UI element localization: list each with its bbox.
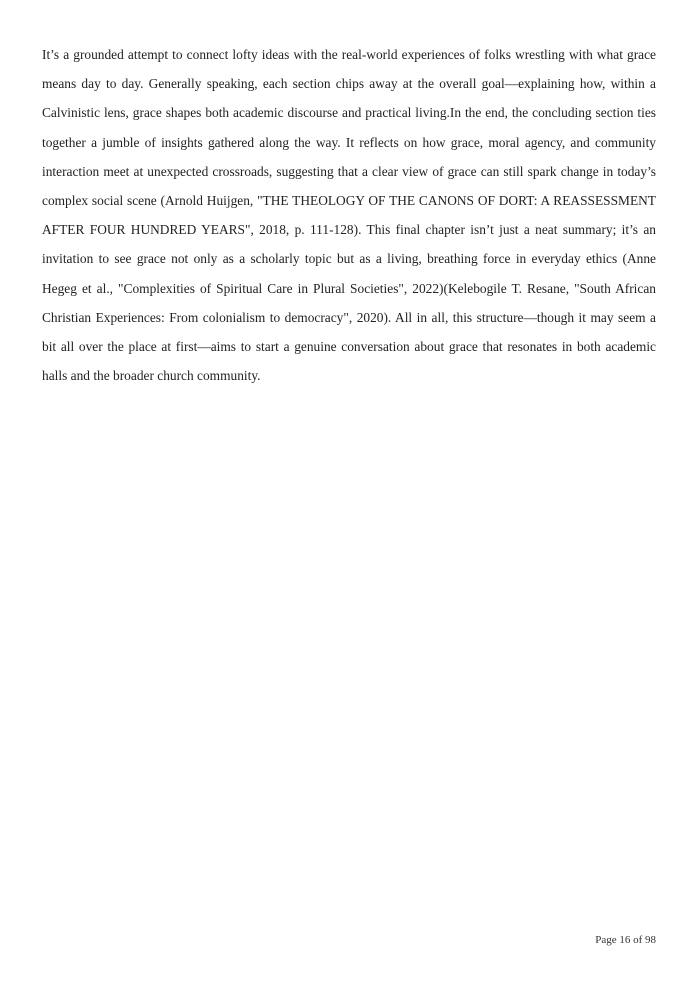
body-paragraph: It’s a grounded attempt to connect lofty ideas with the real-world experiences of folks wrestling with what grace means day to day. Generally speaking, each section chips away at the overall goal—explaining how, within a Calvinistic lens, grace shapes both academic discourse and practical living.In the end, the concluding section ties together a jumble of insights gathered along the way. It reflects on how grace, moral agency, and community interaction meet at unexpected crossroads, suggesting that a clear view of grace can still spark change in today’s complex social scene (Arnold Huijgen, "THE THEOLOGY OF THE CANONS OF DORT: A REASSESSMENT AFTER FOUR HUNDRED YEARS", 2018, p. 111-128). This final chapter isn’t just a neat summary; it’s an invitation to see grace not only as a scholarly topic but as a living, breathing force in everyday ethics (Anne Hegeg et al., "Complexities of Spiritual Care in Plural Societies", 2022)(Kelebogile T. Resane, "South African Christian Experiences: From colonialism to democracy", 2020). All in all, this structure—though it may seem a bit all over the place at first—aims to start a genuine conversation about grace that resonates in both academic halls and the broader church community. xyxy=(42,47,656,384)
page-number: Page 16 of 98 xyxy=(595,934,656,946)
